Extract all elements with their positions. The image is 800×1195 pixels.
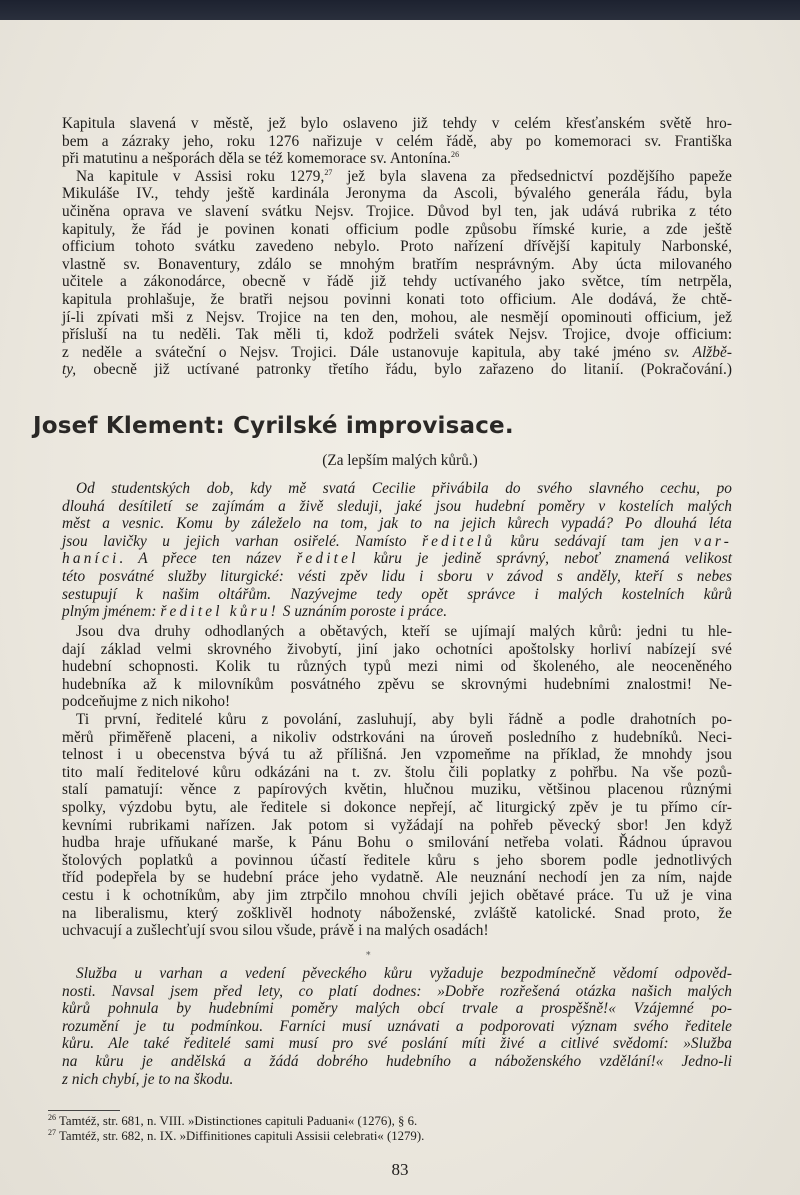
line-text: Služba u varhan a vedení pěveckého kůru vyžaduje bezpodmínečně vědomí odpověd- [76,965,732,982]
line-text: Na kapitule v Assisi roku 1279, [76,167,325,185]
text-line [62,1071,732,1089]
emphasized-term: var- [694,532,732,550]
line-text: spolky, výzdobu bytu, ale ředitele si dokonce nepřejí, ač liturgický zpěv je tu přímo cír- [62,798,732,816]
emphasized-term: ředitel kůru! [160,603,279,621]
line-text: Mikuláše IV., tehdy ještě kardinála Jeronyma da Ascoli, bývalého generála řádu, byla [62,185,732,203]
line-text: tito malí ředitelové kůru odkázáni na t. zv. štolu čili poplatky z pohřbu. Na vše pozů- [62,763,732,781]
text-line [62,221,732,239]
emphasized-term: ředitelů [422,532,496,550]
line-text: učitele a zákonodárce, obecně v řádě již tehdy uctívaného jako světce, tím netrpěla, [62,273,732,291]
footnote-number: 27 [48,1128,56,1137]
line-text: officium tohoto svátku zavedeno nebylo. Proto nařízení dřívější kapituly Narbonské, [62,238,732,256]
text-line [62,291,732,309]
line-text: měrů přiměřeně placeni, a nikoliv odstrkováni na úroveň posledního z hudebníků. Neci- [62,728,732,746]
line-text: z nich chybí, je to na škodu. [62,1070,234,1088]
line-text: telnost i u obecenstva bývá tu až přílišná. Jen vzpomeňme na příklad, že mnohdy jsou [62,746,732,764]
line-text: plným jménem: [62,603,161,621]
line-text: Od studentských dob, kdy mě svatá Cecilie přivábila do svého slavného cechu, po [76,480,732,497]
line-text: učiněna oprava ve slavení svátku Nejsv. Trojice. Důvod byl ten, jak udává rubrika z této [62,202,732,220]
section-separator: * [366,951,371,961]
line-text: uchvacují a zušlechťují svou silou všude, právě i na malých osadách! [62,922,489,940]
italic-text: ty, [62,361,77,379]
line-text: štolových poplatků a povinnou účastí ředitele kůru s jeho sborem podle jednotlivých [62,851,732,869]
footnotes [48,1114,648,1144]
line-text: jež byla slavena za předsednictví pozdějšího papeže [332,167,733,185]
text-line [62,693,732,711]
text-line [62,746,732,764]
text-line [62,150,732,168]
line-text: na kůru je andělská a žádá dobrého hudebního a náboženského vzdělání!« Jedno-li [62,1052,732,1070]
text-line [62,623,732,641]
line-text: této posvátné služby liturgické: vésti zpěv lidu i sboru v závod s anděly, kteří s nebes [62,567,732,585]
line-text: kapitula prohlašuje, že bratři nejsou povinni konati toto officium. Ale dodává, že chtě- [62,290,732,308]
footnote-27 [48,1129,648,1144]
line-text: kevními rubrikami nařízen. Jak potom si vyžádají na pohřeb pěvecký sbor! Jen když [62,816,732,834]
text-line [62,658,732,676]
text-line [62,922,732,940]
text-line [62,498,732,516]
line-text: jsou lavičky u jejich varhan osiřelé. Namísto [62,532,423,550]
text-line [62,799,732,817]
text-line [62,273,732,291]
footnote-reference: 26 [451,150,460,160]
line-text: hudba hraje ufňukané marše, k Pánu Bohu o smilování netřeba volati. Řádnou úpravou [62,834,732,852]
text-line [62,326,732,344]
line-text: kapituly, že řád je povinen konati officium podle způsobu římské kurie, a zde ještě [62,220,732,238]
line-text: na liberalismu, který zošklivěl hodnoty náboženské, zvláště katolické. Snad proto, že [62,904,732,922]
article-subtitle: (Za lepším malých kůrů.) [322,452,478,469]
text-line [62,361,732,379]
line-text: jí-li zpívati mši z Nejsv. Trojice na ten den, mohou, ale nesmějí opominouti officium, jež [62,308,732,326]
text-line [62,586,732,604]
line-text: kůrů pohnula by hudebními poměry malých obcí trvale a prospěšně!« Vzájemné po- [62,1000,732,1018]
line-text: . A přece ten název [119,550,297,568]
text-line [62,905,732,923]
footnote-reference: 27 [324,167,333,177]
text-line [62,603,732,621]
page-number: 83 [391,1160,409,1179]
text-line [62,817,732,835]
text-line [62,1018,732,1036]
text-line [62,115,732,133]
line-text: z neděle a sváteční o Nejsv. Trojici. Dále ustanovuje kapitula, aby také jméno [62,343,665,361]
line-text: Kapitula slavená v městě, jež bylo oslaveno již tehdy v celém křesťanském světě hro- [62,115,732,132]
line-text: obecně již uctívané patronky třetího řádu, bylo zařazeno do litanií. (Pokračování.) [76,361,732,379]
text-line [62,887,732,905]
text-line [62,729,732,747]
text-line [62,515,732,533]
text-line [62,1053,732,1071]
text-line [62,1000,732,1018]
line-text: kůru je jedině správný, neboť znamená velikost [358,550,732,568]
line-text: přísluší na tu neděli. Tak měli ti, kdož podrželi svátek Nejsv. Trojice, dvoje officium: [62,326,732,344]
line-text: sestupují k našim oltářům. Nazývejme tedy opět správce i malých kostelních kůrů [62,585,732,603]
text-line [62,480,732,498]
text-line [62,676,732,694]
line-text: Ti první, ředitelé kůru z povolání, zasluhují, aby byli řádně a podle drahotních po- [76,711,732,728]
article-title: Josef Klement: Cyrilské improvisace. [33,413,514,439]
line-text: kůru. Ale také ředitelé sami musí pro své poslání míti živé a citlivé svědomí: »Služba [62,1035,732,1053]
italic-text: sv. Alžbě- [664,343,732,361]
article-intro-italic [62,480,732,621]
text-line [62,344,732,362]
line-text: nosti. Navsal jsem před lety, co platí dodnes: »Dobře rozřešená otázka našich malých [62,982,732,1000]
text-line [62,550,732,568]
line-text: rozumění je tu podmínkou. Farníci musí uznávati a podporovati význam svého ředitele [62,1017,732,1035]
line-text: dají základ velmi skrovného živobytí, jiní jako ochotníci apoštolsky horliví nabízejí své [62,640,732,658]
emphasized-term: ředitel [296,550,359,568]
line-text: stalí pamatují: věnce z papírových květin, hlučnou muziku, většinou placenou různými [62,781,732,799]
line-text: cestu i k ochotníkům, aby jim ztrpčilo mnohou chvíli jejich obětavé práce. Tu už je vina [62,886,732,904]
line-text: při matutinu a nešporách děla se též komemorace sv. Antonína. [62,150,452,168]
line-text: vlastně sv. Bonaventury, zdálo se mnohým bratřím nesprávným. Aby úcta milovaného [62,255,732,273]
text-line [62,309,732,327]
article-paragraph-3-italic [62,965,732,1088]
line-text: kůru sedávají tam jen [495,532,695,550]
text-line [62,869,732,887]
text-line [62,203,732,221]
line-text: podceňujme z nich nikoho! [62,693,231,711]
text-line [62,238,732,256]
text-line [62,711,732,729]
text-line [62,781,732,799]
text-line [62,168,732,186]
footnote-26 [48,1114,648,1129]
article-paragraph-2 [62,711,732,940]
text-line [62,834,732,852]
text-line [62,256,732,274]
line-text: hudebníka až k milovníkům posvátného zpěvu se skrovnými hudebními znalostmi! Ne- [62,675,732,693]
text-line [62,641,732,659]
line-text: hudební schopnosti. Kolik tu různých typů mezi nimi od školeného, ale neoceněného [62,658,732,676]
line-text: tříd podepřela by se hudební práce jeho vydatně. Ale neuznání nechodí jen za ním, najde [62,869,732,887]
text-line [62,852,732,870]
text-line [62,133,732,151]
text-line [62,1035,732,1053]
previous-article-continuation [62,115,732,379]
text-line [62,568,732,586]
line-text: S uznáním poroste i práce. [278,603,448,621]
footnote-text: Tamtéž, str. 682, n. IX. »Diffinitiones capituli Assisii celebrati« (1279). [59,1129,425,1143]
text-line [62,185,732,203]
text-line [62,533,732,551]
footnote-rule [48,1110,120,1111]
footnote-text: Tamtéž, str. 681, n. VIII. »Distinctiones capituli Paduani« (1276), § 6. [59,1114,418,1128]
line-text: bem a zázraky jeho, roku 1276 nařizuje v celém řádě, aby po komemoraci sv. Františka [62,132,732,150]
line-text: dlouhá desítiletí se zajímám a živě sleduji, jaké jsou hudební poměry v kostelích malých [62,497,732,515]
text-line [62,983,732,1001]
line-text: Jsou dva druhy odhodlaných a obětavých, kteří se ujímají malých kůrů: jedni tu hle- [76,623,732,640]
scan-top-border [0,0,800,20]
footnote-number: 26 [48,1113,56,1122]
text-line [62,965,732,983]
line-text: měst a vesnic. Komu by záleželo na tom, jak to na jejich kůrech vypadá? Po dlouhá léta [62,515,732,533]
text-line [62,764,732,782]
article-paragraph-1 [62,623,732,711]
emphasized-term: haníci [62,550,120,568]
